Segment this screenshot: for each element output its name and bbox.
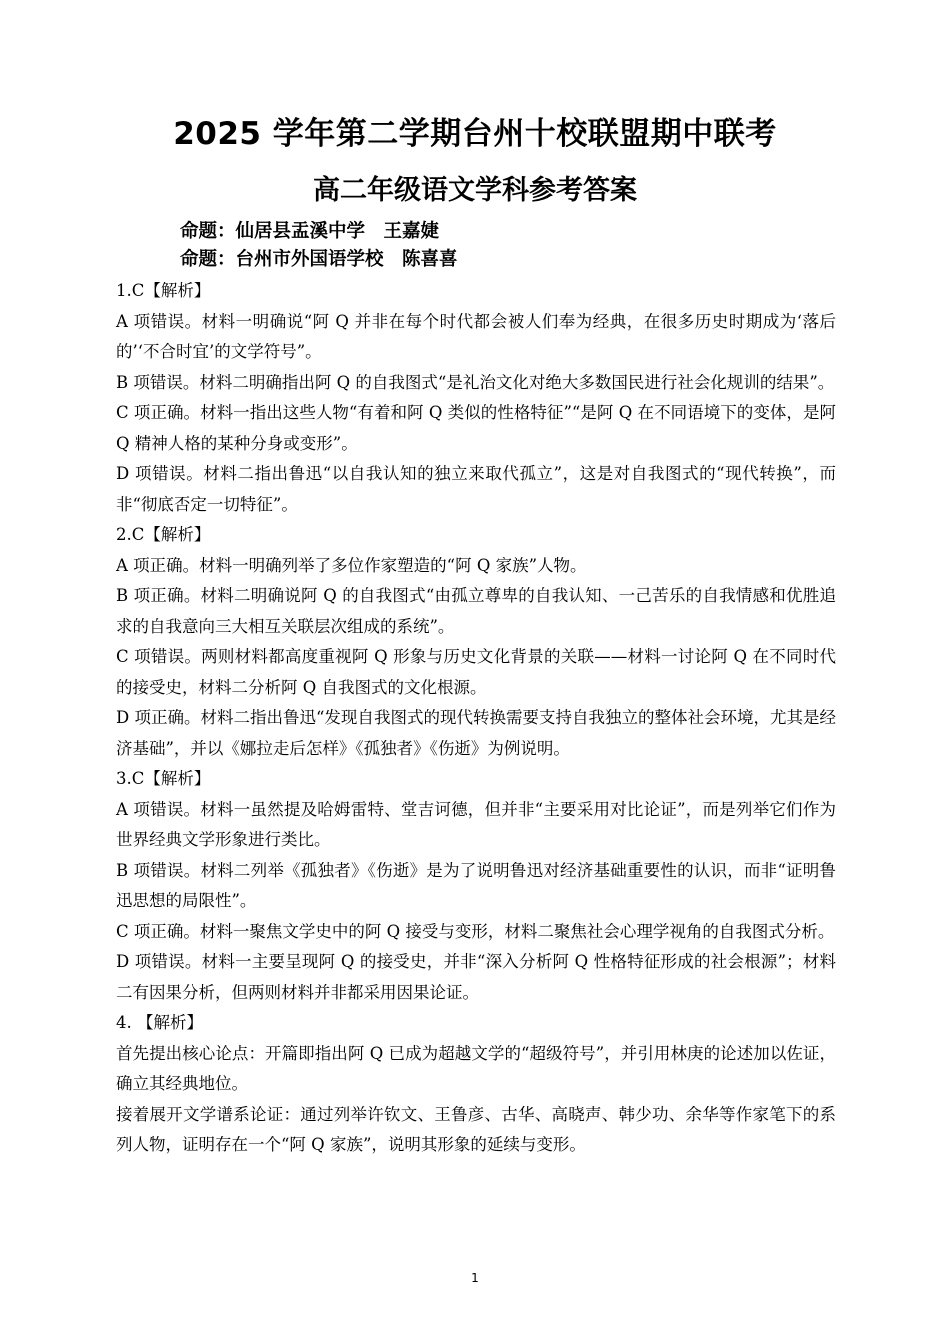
answer-paragraph: 首先提出核心论点：开篇即指出阿 Q 已成为超越文学的“超级符号”，并引用林庚的论述加以佐证，确立其经典地位。	[116, 1043, 836, 1093]
answer-paragraph: A 项错误。材料一明确说“阿 Q 并非在每个时代都会被人们奉为经典，在很多历史时期成为‘落后的’‘不合时宜’的文学符号”。	[116, 311, 836, 361]
answer-paragraph: D 项错误。材料一主要呈现阿 Q 的接受史，并非“深入分析阿 Q 性格特征形成的社会根源”；材料二有因果分析，但两则材料并非都采用因果论证。	[116, 952, 836, 1002]
author-line: 命题：仙居县盂溪中学 王嘉婕	[180, 221, 440, 242]
answer-paragraph: B 项错误。材料二明确指出阿 Q 的自我图式“是礼治文化对绝大多数国民进行社会化规训的结果”。	[116, 372, 835, 392]
answer-paragraph: A 项正确。材料一明确列举了多位作家塑造的“阿 Q 家族”人物。	[116, 555, 587, 575]
answer-body	[116, 276, 836, 1161]
answer-paragraph: B 项正确。材料二明确说阿 Q 的自我图式“由孤立尊卑的自我认知、一己苦乐的自我情感和优胜追求的自我意向三大相互关联层次组成的系统”。	[116, 586, 836, 636]
answer-paragraph: A 项错误。材料一虽然提及哈姆雷特、堂吉诃德，但并非“主要采用对比论证”，而是列举它们作为世界经典文学形象进行类比。	[116, 799, 836, 849]
answer-paragraph: C 项错误。两则材料都高度重视阿 Q 形象与历史文化背景的关联——材料一讨论阿 Q 在不同时代的接受史，材料二分析阿 Q 自我图式的文化根源。	[116, 647, 836, 697]
answer-paragraph: 接着展开文学谱系论证：通过列举许钦文、王鲁彦、古华、高晓声、韩少功、余华等作家笔下的系列人物，证明存在一个“阿 Q 家族”，说明其形象的延续与变形。	[116, 1104, 836, 1154]
question-heading: 3.C【解析】	[116, 769, 211, 788]
question-heading: 4. 【解析】	[116, 1013, 203, 1032]
answer-paragraph: D 项错误。材料二指出鲁迅“以自我认知的独立来取代孤立”，这是对自我图式的“现代转换”，而非“彻底否定一切特征”。	[116, 464, 836, 514]
answer-paragraph: B 项错误。材料二列举《孤独者》《伤逝》是为了说明鲁迅对经济基础重要性的认识，而非“证明鲁迅思想的局限性”。	[116, 860, 836, 910]
document-subtitle: 高二年级语文学科参考答案	[313, 175, 637, 206]
question-heading: 2.C【解析】	[116, 525, 211, 544]
answer-paragraph: C 项正确。材料一指出这些人物“有着和阿 Q 类似的性格特征”“是阿 Q 在不同语境下的变体，是阿 Q 精神人格的某种分身或变形”。	[116, 403, 836, 453]
question-heading: 1.C【解析】	[116, 281, 211, 300]
answer-paragraph: D 项正确。材料二指出鲁迅“发现自我图式的现代转换需要支持自我独立的整体社会环境，尤其是经济基础”，并以《娜拉走后怎样》《孤独者》《伤逝》为例说明。	[116, 708, 836, 758]
document-title: 2025 学年第二学期台州十校联盟期中联考	[173, 116, 777, 152]
page-number: 1	[471, 1271, 479, 1285]
author-line: 命题：台州市外国语学校 陈喜喜	[180, 249, 458, 270]
answer-paragraph: C 项正确。材料一聚焦文学史中的阿 Q 接受与变形，材料二聚焦社会心理学视角的自我图式分析。	[116, 921, 835, 941]
